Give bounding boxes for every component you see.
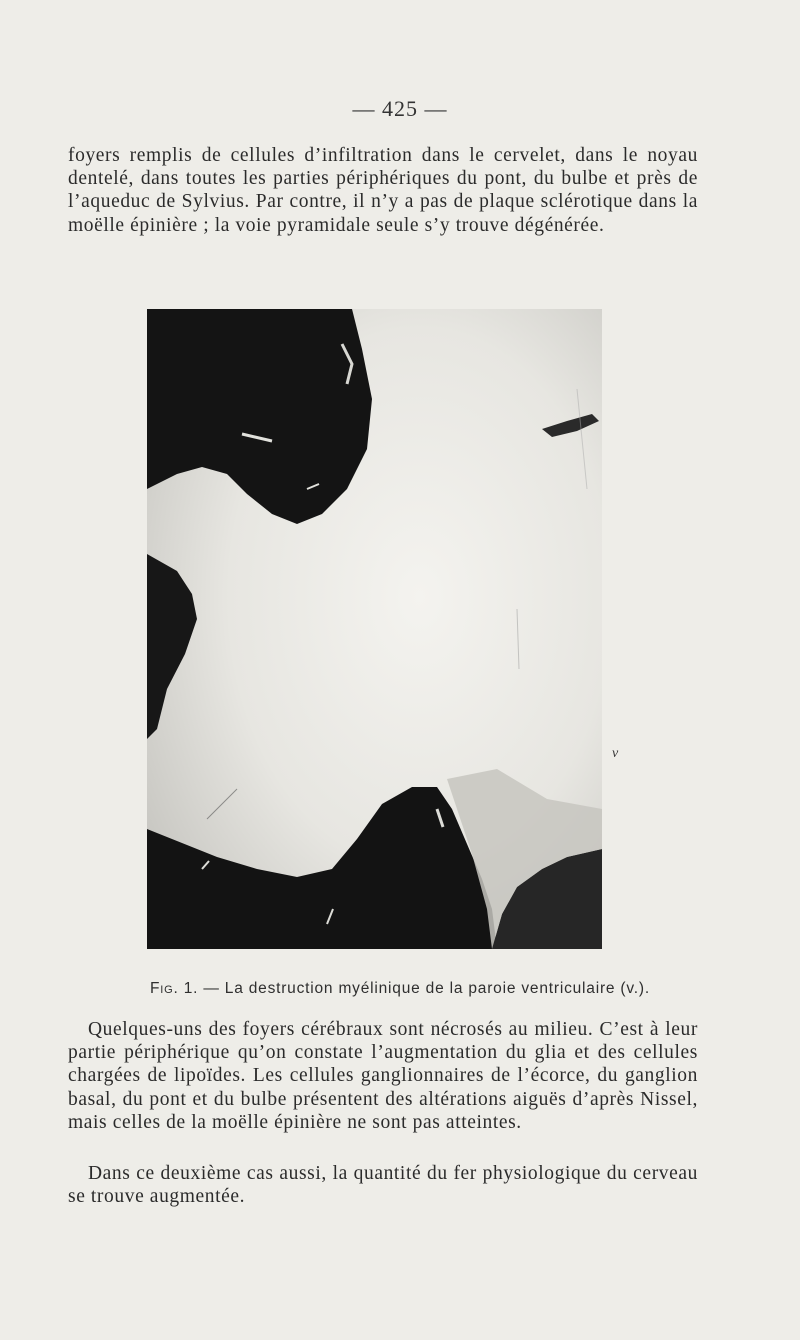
figure-caption xyxy=(0,980,800,998)
paragraph-3: Dans ce deuxième cas aussi, la quantité du fer physiologique du cerveau se trouve augmentée. xyxy=(68,1163,698,1208)
micrograph-figure xyxy=(147,309,602,949)
page-number: — 425 — xyxy=(352,96,448,121)
ventricle-marker: v xyxy=(612,746,619,761)
micrograph-image xyxy=(147,309,602,949)
paragraph-2: Quelques-uns des foyers cérébraux sont nécrosés au milieu. C’est à leur partie périphérique qu’on constate l’augmentation du glia et des cellules chargées de lipoïdes. Les cellules ganglionnaires de l’écorce, du ganglion basal, du pont et du bulbe présentent des altérations aiguës d’après Nissel, mais celles de la moëlle épinière ne sont pas atteintes. xyxy=(68,1019,698,1133)
paragraph-1: foyers remplis de cellules d’infiltration dans le cervelet, dans le noyau dentelé, dans toutes les parties périphériques du pont, du bulbe et près de l’aqueduc de Sylvius. Par contre, il n’y a pas de plaque sclérotique dans la moëlle épinière ; la voie pyramidale seule s’y trouve dégénérée. xyxy=(68,145,698,236)
figure-caption-text: — La destruction myélinique de la paroie ventriculaire (v.). xyxy=(198,980,650,997)
figure-label: Fig. 1. xyxy=(150,980,199,997)
